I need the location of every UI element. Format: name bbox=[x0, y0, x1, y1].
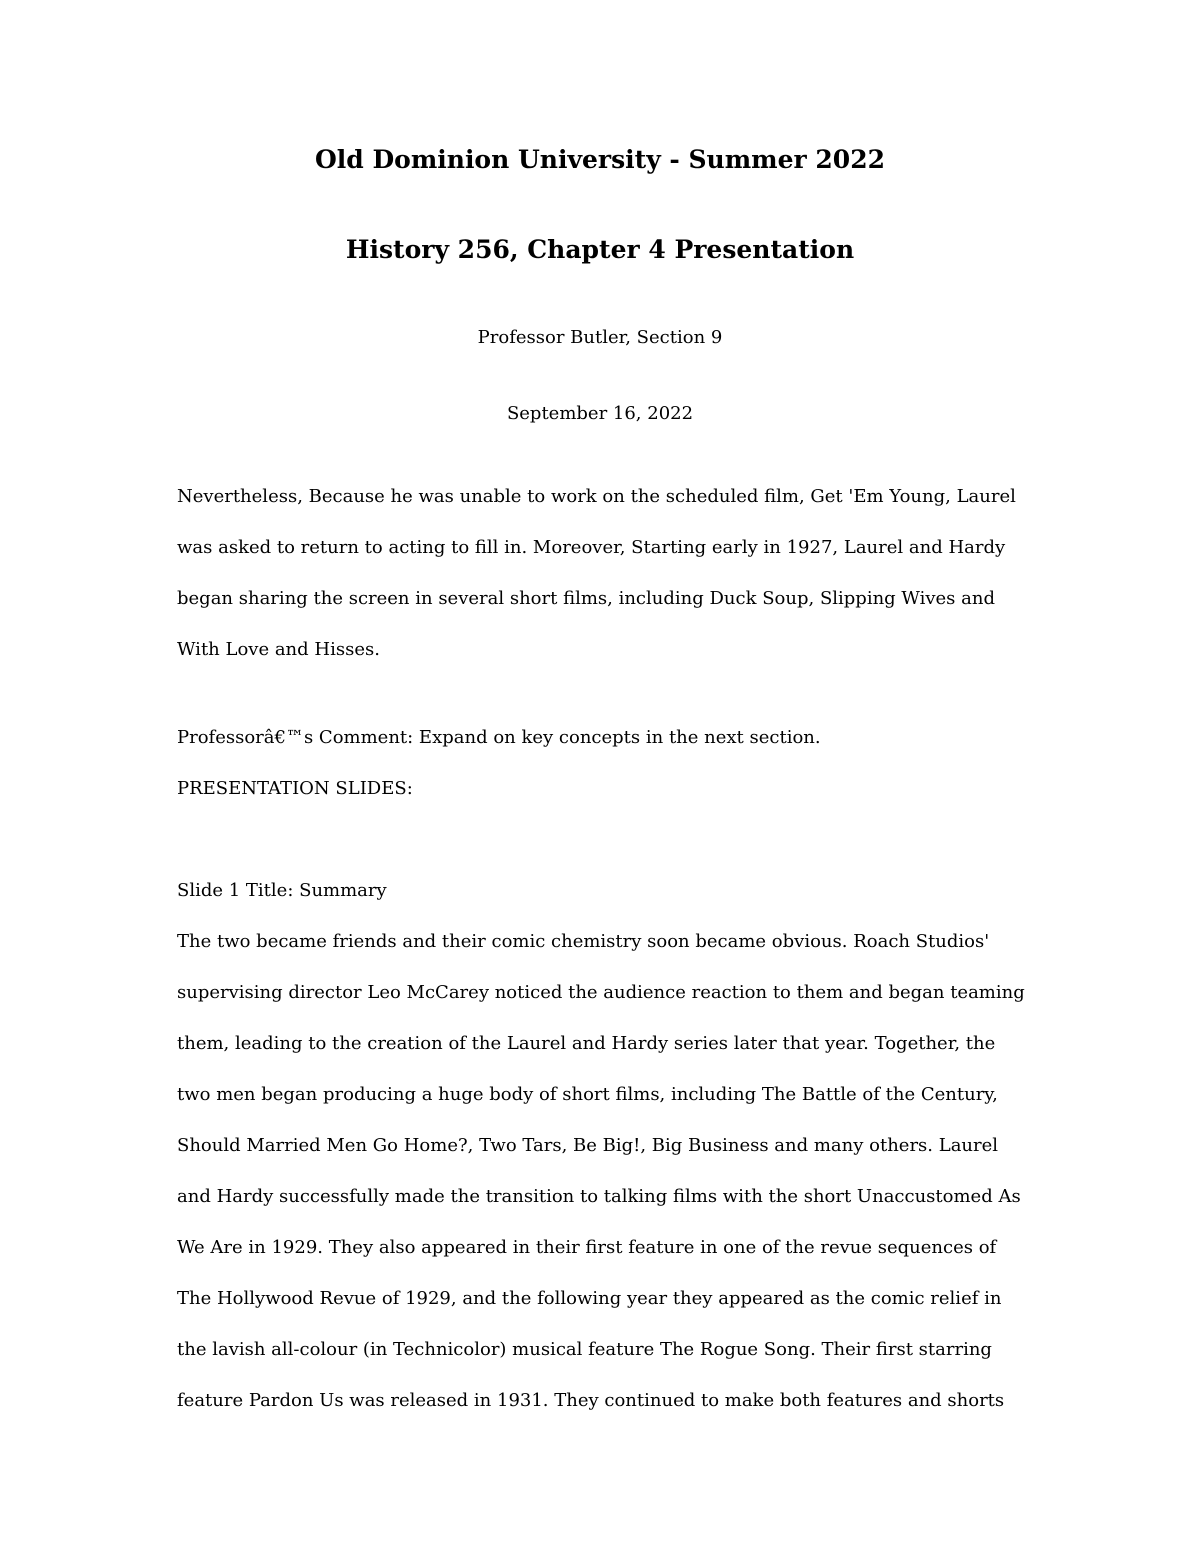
document-title-institution: Old Dominion University - Summer 2022 bbox=[315, 145, 885, 174]
date-line: September 16, 2022 bbox=[506, 403, 694, 424]
document-title-course: History 256, Chapter 4 Presentation bbox=[345, 235, 855, 264]
body-paragraph-1: Nevertheless, Because he was unable to work on the scheduled film, Get 'Em Young, Laurel was asked to return to acting to fill in. Moreover, Starting early in 1927, Laurel and Hardy began sharing the screen in several short films, including Duck Soup, Slipping Wives and With Love and Hisses. bbox=[177, 486, 1016, 660]
slides-heading: PRESENTATION SLIDES: bbox=[177, 778, 413, 799]
professor-line: Professor Butler, Section 9 bbox=[477, 327, 723, 348]
slide-1-title: Slide 1 Title: Summary bbox=[177, 880, 387, 901]
body-paragraph-2: The two became friends and their comic chemistry soon became obvious. Roach Studios' supervising director Leo McCarey noticed the audience reaction to them and began teaming them, leading to the creation of the Laurel and Hardy series later that year. Together, the two men began producing a huge body of short films, including The Battle of the Century, Should Married Men Go Home?, Two Tars, Be Big!, Big Business and many others. Laurel and Hardy successfully made the transition to talking films with the short Unaccustomed As We Are in 1929. They also appeared in their first feature in one of the revue sequences of The Hollywood Revue of 1929, and the following year they appeared as the comic relief in the lavish all-colour (in Technicolor) musical feature The Rogue Song. Their first starring feature Pardon Us was released in 1931. They continued to make both features and shorts bbox=[177, 931, 1025, 1411]
professor-comment: Professorâ€™s Comment: Expand on key concepts in the next section. bbox=[177, 727, 821, 748]
